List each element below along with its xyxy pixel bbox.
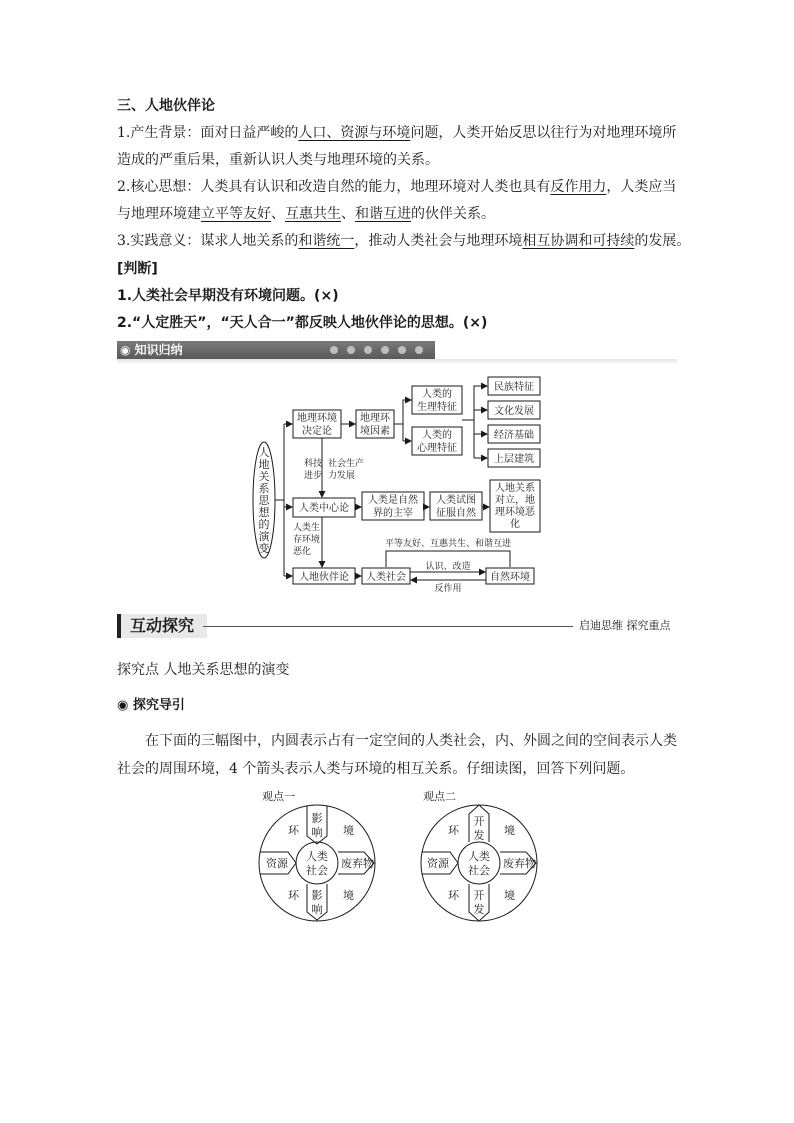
label-prod-1: 社会生产 bbox=[328, 459, 365, 469]
fig2-bottom-1: 开 bbox=[473, 889, 485, 902]
label-worse-1: 人类生 bbox=[293, 523, 321, 533]
label-prod-2: 力发展 bbox=[328, 471, 356, 481]
underlined-text: 和谐互进 bbox=[355, 206, 411, 222]
fig2-top-1: 开 bbox=[473, 815, 485, 828]
explore-paragraph-1: 在下面的三幅图中，内圆表示占有一定空间的人类社会，内、外圆之间的空间表示人类 bbox=[145, 733, 677, 749]
label-master-2: 界的主宰 bbox=[373, 508, 413, 519]
fig1-left: 资源 bbox=[266, 857, 288, 870]
label-geo-factor-1: 地理环 bbox=[360, 413, 390, 424]
label-economy: 经济基础 bbox=[494, 430, 534, 441]
section-heading: 三、人地伙伴论 bbox=[117, 98, 215, 114]
label-partner: 人地伙伴论 bbox=[299, 572, 349, 583]
label-master-1: 人类是自然 bbox=[368, 495, 418, 506]
label-react: 反作用 bbox=[434, 584, 462, 594]
root-char: 人地关系思想的演变 bbox=[258, 446, 270, 555]
label-oppose-4: 化 bbox=[510, 519, 520, 530]
fig1-env-tr: 境 bbox=[343, 824, 354, 837]
fig2-caption: 观点二 bbox=[423, 790, 456, 803]
fig1-bottom-2: 响 bbox=[311, 903, 323, 916]
label-geo-factor-2: 境因素 bbox=[360, 426, 390, 437]
fig2-env-tr: 境 bbox=[504, 824, 515, 837]
fig1-center-2: 社会 bbox=[306, 864, 328, 877]
section-rule bbox=[203, 626, 573, 627]
text: ，推动人类社会与地理环境 bbox=[354, 233, 523, 249]
fig1-right: 废弃物 bbox=[341, 857, 374, 870]
label-oppose-3: 理环境恶 bbox=[495, 507, 535, 518]
label-physio-1: 人类的 bbox=[422, 389, 452, 400]
section-subtitle: 启迪思维 探究重点 bbox=[579, 619, 671, 632]
figure-viewpoint-1 bbox=[259, 789, 375, 921]
text: 3.实践意义：谋求人地关系的 bbox=[117, 233, 299, 249]
label-culture: 文化发展 bbox=[494, 406, 534, 417]
label-oppose-2: 对立，地 bbox=[495, 495, 535, 506]
text: ，人类应当 bbox=[606, 179, 677, 195]
judge-label: [判断] bbox=[117, 261, 158, 277]
fig2-env-br: 境 bbox=[504, 889, 515, 902]
label-oppose-1: 人地关系 bbox=[495, 483, 535, 494]
label-nature: 自然环境 bbox=[490, 572, 530, 583]
fig1-caption: 观点一 bbox=[262, 790, 295, 803]
fig1-env-br: 境 bbox=[343, 889, 354, 902]
fig2-top-2: 发 bbox=[473, 829, 485, 842]
explore-paragraph-2: 社会的周围环境，4 个箭头表示人类与环境的相互关系。仔细读图，回答下列问题。 bbox=[117, 761, 635, 777]
text: 2.核心思想：人类具有认识和改造自然的能力，地理环境对人类也具有 bbox=[117, 179, 551, 195]
label-psych-1: 人类的 bbox=[422, 430, 452, 441]
label-psych-2: 心理特征 bbox=[417, 443, 457, 454]
fig2-left: 资源 bbox=[427, 857, 449, 870]
label-tech-1: 科技 bbox=[304, 459, 323, 469]
knowledge-banner-label: ◉ 知识归纳 bbox=[120, 343, 183, 357]
fig2-env-bl: 环 bbox=[448, 889, 459, 902]
label-worse-2: 存环境 bbox=[293, 535, 321, 545]
label-society: 人类社会 bbox=[366, 572, 406, 583]
text: 问题，人类开始反思以往行为对地理环境所 bbox=[410, 125, 677, 141]
label-ethnic: 民族特征 bbox=[494, 382, 534, 393]
label-worse-3: 恶化 bbox=[293, 547, 312, 557]
text: 的伙伴关系。 bbox=[411, 206, 495, 222]
label-center: 人类中心论 bbox=[299, 503, 349, 514]
label-physio-2: 生理特征 bbox=[417, 402, 457, 413]
explore-guide: ◉ 探究导引 bbox=[117, 698, 185, 713]
text: 1.产生背景：面对日益严峻的 bbox=[117, 125, 299, 141]
figure-viewpoint-2 bbox=[421, 789, 537, 921]
text: 、 bbox=[271, 206, 285, 222]
label-conquer-1: 人类试图 bbox=[436, 495, 476, 506]
judge-question-1: 1.人类社会早期没有环境问题。(×) bbox=[117, 288, 339, 304]
fig1-bottom-1: 影 bbox=[311, 889, 323, 902]
underlined-text: 相互协调和可持续 bbox=[522, 233, 635, 249]
fig2-center-2: 社会 bbox=[468, 864, 490, 877]
label-conquer-2: 征服自然 bbox=[436, 508, 476, 519]
fig2-center-1: 人类 bbox=[468, 850, 490, 863]
label-equal: 平等友好、互惠共生、和谐互进 bbox=[384, 539, 512, 549]
fig1-center-1: 人类 bbox=[306, 850, 328, 863]
label-tech-2: 进步 bbox=[304, 471, 323, 481]
underlined-text: 立平等友好 bbox=[201, 206, 271, 222]
judge-question-2: 2.“人定胜天”，“天人合一”都反映人地伙伴论的思想。(×) bbox=[117, 315, 488, 331]
text: 、 bbox=[341, 206, 355, 222]
explore-point: 探究点 人地关系思想的演变 bbox=[117, 662, 290, 678]
paragraph-background-cont: 造成的严重后果，重新认识人类与地理环境的关系。 bbox=[117, 152, 439, 168]
fig1-top-1: 影 bbox=[311, 812, 323, 825]
label-super: 上层建筑 bbox=[494, 454, 534, 465]
underlined-text: 和谐统一 bbox=[298, 233, 355, 249]
fig2-right: 废弃物 bbox=[503, 857, 536, 870]
fig1-env-bl: 环 bbox=[288, 889, 299, 902]
section-title: 互动探究 bbox=[130, 616, 195, 635]
text: 与地理环境建 bbox=[117, 206, 201, 222]
label-determinism-1: 地理环境 bbox=[297, 413, 337, 424]
text: 的发展。 bbox=[634, 233, 691, 249]
fig1-env-tl: 环 bbox=[288, 824, 299, 837]
viewpoint-figures bbox=[0, 780, 794, 930]
underlined-text: 反作用力 bbox=[550, 179, 607, 195]
label-know: 认识、改造 bbox=[425, 562, 471, 572]
label-determinism-2: 决定论 bbox=[302, 426, 332, 437]
fig1-top-2: 响 bbox=[311, 826, 323, 839]
underlined-text: 互惠共生 bbox=[285, 206, 341, 222]
fig2-bottom-2: 发 bbox=[473, 903, 485, 916]
fig2-env-tl: 环 bbox=[448, 824, 459, 837]
underlined-text: 人口、资源与环境 bbox=[298, 125, 411, 141]
